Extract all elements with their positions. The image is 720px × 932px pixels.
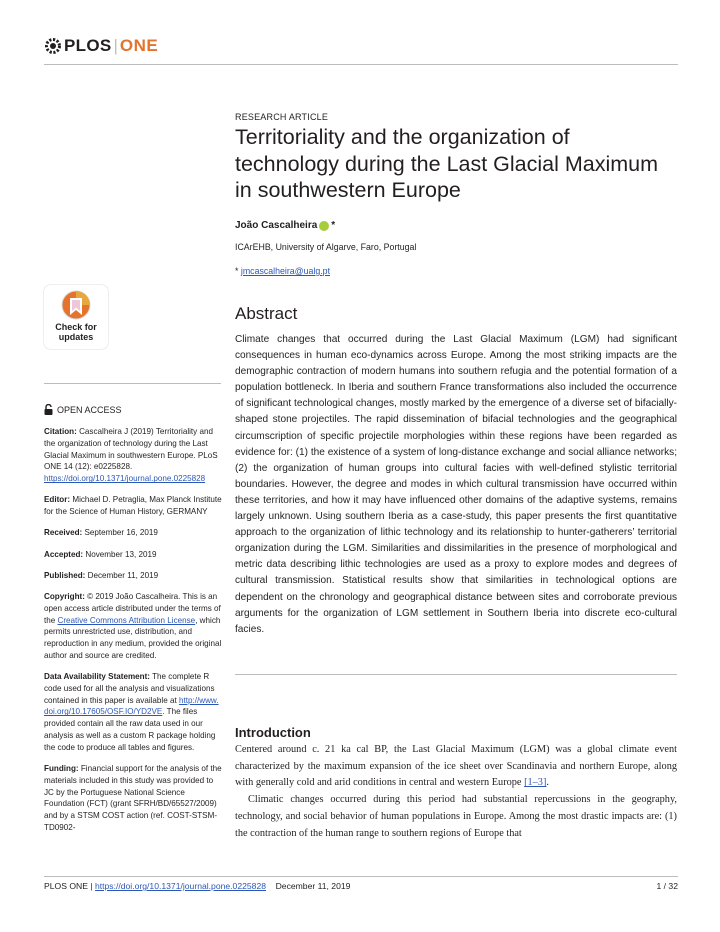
citation-block xyxy=(44,426,222,485)
page-number: 1 / 32 xyxy=(656,881,678,891)
data-availability-text-end: . The files provided contain all the raw data used in our analysis as well as a custom R package holding the code to produce all tables and figures. xyxy=(44,707,216,752)
osf-data-link[interactable]: http://www.doi.org/10.17605/OSF.IO/YD2VE xyxy=(44,695,219,717)
email-mark: * xyxy=(235,266,239,276)
funding-text: Financial support for the analysis of the materials included in this study was provided to JC by the Portuguese National Science Foundation (FCT) (grant SFRH/BD/65527/2009) and by a STSM COST action (ref. COST-STSM-TD0902- xyxy=(44,764,222,833)
header-divider xyxy=(44,64,678,65)
correspondence-email-line xyxy=(235,266,330,276)
accepted-block xyxy=(44,549,222,561)
received-block xyxy=(44,527,222,539)
intro-p1-end: . xyxy=(546,777,549,789)
open-lock-icon xyxy=(44,404,53,415)
copyright-text: © 2019 João Cascalheira. This is an open access article distributed under the terms of the xyxy=(44,591,221,625)
footer-doi-link[interactable]: https://doi.org/10.1371/journal.pone.0225828 xyxy=(94,881,267,891)
abstract-text: Climate changes that occurred during the Last Glacial Maximum (LGM) had significant consequences in human eco-dynamics across Europe. Among the most striking impacts are the demographic contraction of modern humans into southern refugia and the potential formation of a population bottleneck. In Iberia and southern France transformations also included the occurrence of significant technological changes, mostly marked by the emergence of a diverse set of bifacially-shaped stone projectiles. The rapid dissemination of bifacial technologies and the geographical circumscription of specific projectile morphologies within these regions have been regarded as evidence for: (1) the existence of a system of long-distance exchange and social alliance networks; (2) the organization of human groups into cultural facies with well-defined stylistic territorial boundaries. However, the degree and modes in which cultural transmission have occurred within these territories, and how it may have influenced other domains of the adaptive systems, remains largely unknown. Using southern Iberia as a case-study, this paper presents the first quantitative approach to the organization of lithic technology and its relationship to hunter-gatherers’ territorial organization during the LGM. Similarities and dissimilarities in the presence of morphological and metric data describing lithic technologies are used as a proxy to explore modes and degrees of cultural transmission. Statistical results show that similarities in technological options are dependent on the chronology and geographical distance between sites and corroborate previous arguments for the organization of LGM settlement in Southern Iberia into discrete eco-cultural facies. xyxy=(235,334,677,635)
data-availability-block xyxy=(44,671,222,754)
copyright-label: Copyright: xyxy=(44,591,85,601)
abstract-heading: Abstract xyxy=(235,304,298,323)
cc-license-link[interactable]: Creative Commons Attribution License xyxy=(57,615,196,625)
editor-text: Michael D. Petraglia, Max Planck Institute for the Science of Human History, GERMANY xyxy=(44,495,222,517)
intro-paragraph-2: Climatic changes occurred during this period had substantial repercussions in the geography, technology, and social behavior of human populations in Europe. Among the most drastic impacts are: (1) the contraction of the human range to southern regions of Europe that xyxy=(235,794,677,839)
check-badge-line2: updates xyxy=(58,332,94,342)
copyright-text-end: , which permits unrestricted use, distribution, and reproduction in any medium, provided the original author and source are credited. xyxy=(44,615,222,660)
funding-block xyxy=(44,763,222,834)
author-affiliation: ICArEHB, University of Algarve, Faro, Portugal xyxy=(235,242,417,252)
accepted-date: November 13, 2019 xyxy=(85,549,157,559)
logo-separator: | xyxy=(113,36,118,55)
citation-text: Cascalheira J (2019) Territoriality and the organization of technology during the Last Glacial Maximum in southwestern Europe. PLoS ONE 14 (12): e0225828. xyxy=(44,427,218,472)
editor-block xyxy=(44,494,222,518)
sidebar-divider xyxy=(44,383,221,384)
reference-link-1-3[interactable]: [1–3] xyxy=(524,777,547,789)
intro-paragraph-1 xyxy=(235,742,677,792)
published-date: December 11, 2019 xyxy=(87,570,159,580)
orcid-icon[interactable] xyxy=(319,221,329,231)
editor-label: Editor: xyxy=(44,495,71,505)
logo-one-text: ONE xyxy=(119,36,159,55)
open-access-text: OPEN ACCESS xyxy=(57,404,122,415)
data-availability-text: The complete R code used for all the analysis and visualizations contained in this paper is available at xyxy=(44,672,215,705)
author-line xyxy=(235,220,335,231)
copyright-block xyxy=(44,591,222,662)
author-email-link[interactable]: jmcascalheira@ualg.pt xyxy=(240,266,331,276)
plos-one-logo xyxy=(44,37,158,55)
intro-p1-text: Centered around c. 21 ka cal BP, the Last Glacial Maximum (LGM) was a global climate event characterized by the maximum expansion of the ice sheet over Scandinavia and northern Europe, along with generally cold and arid conditions in central and western Europe xyxy=(235,744,677,789)
article-title: Territoriality and the organization of technology during the Last Glacial Maximum in southwestern Europe xyxy=(235,125,659,202)
plos-logo-icon xyxy=(44,37,62,55)
footer-journal: PLOS ONE | xyxy=(44,881,93,891)
footer-divider xyxy=(44,876,678,877)
data-availability-label: Data Availability Statement: xyxy=(44,672,150,682)
funding-label: Funding: xyxy=(44,764,79,774)
article-info-sidebar xyxy=(44,426,222,843)
bookmark-icon xyxy=(61,290,91,320)
check-badge-line1: Check for xyxy=(55,322,97,332)
check-for-updates-badge[interactable] xyxy=(44,285,108,349)
received-date: September 16, 2019 xyxy=(84,528,158,538)
published-block xyxy=(44,570,222,582)
accepted-label: Accepted: xyxy=(44,549,84,559)
received-label: Received: xyxy=(44,528,83,538)
author-name[interactable]: João Cascalheira xyxy=(235,220,318,231)
published-label: Published: xyxy=(44,570,86,580)
page-footer xyxy=(44,881,678,891)
corresponding-author-mark: * xyxy=(331,220,336,231)
introduction-text xyxy=(235,742,677,842)
abstract-divider xyxy=(235,674,677,675)
footer-date: December 11, 2019 xyxy=(275,881,351,891)
citation-doi-link[interactable]: https://doi.org/10.1371/journal.pone.0225828 xyxy=(44,474,206,484)
introduction-heading: Introduction xyxy=(235,725,311,740)
article-type-label: RESEARCH ARTICLE xyxy=(235,112,329,122)
open-access-label xyxy=(44,404,122,415)
citation-label: Citation: xyxy=(44,427,77,436)
logo-plos-text: PLOS xyxy=(64,36,112,55)
